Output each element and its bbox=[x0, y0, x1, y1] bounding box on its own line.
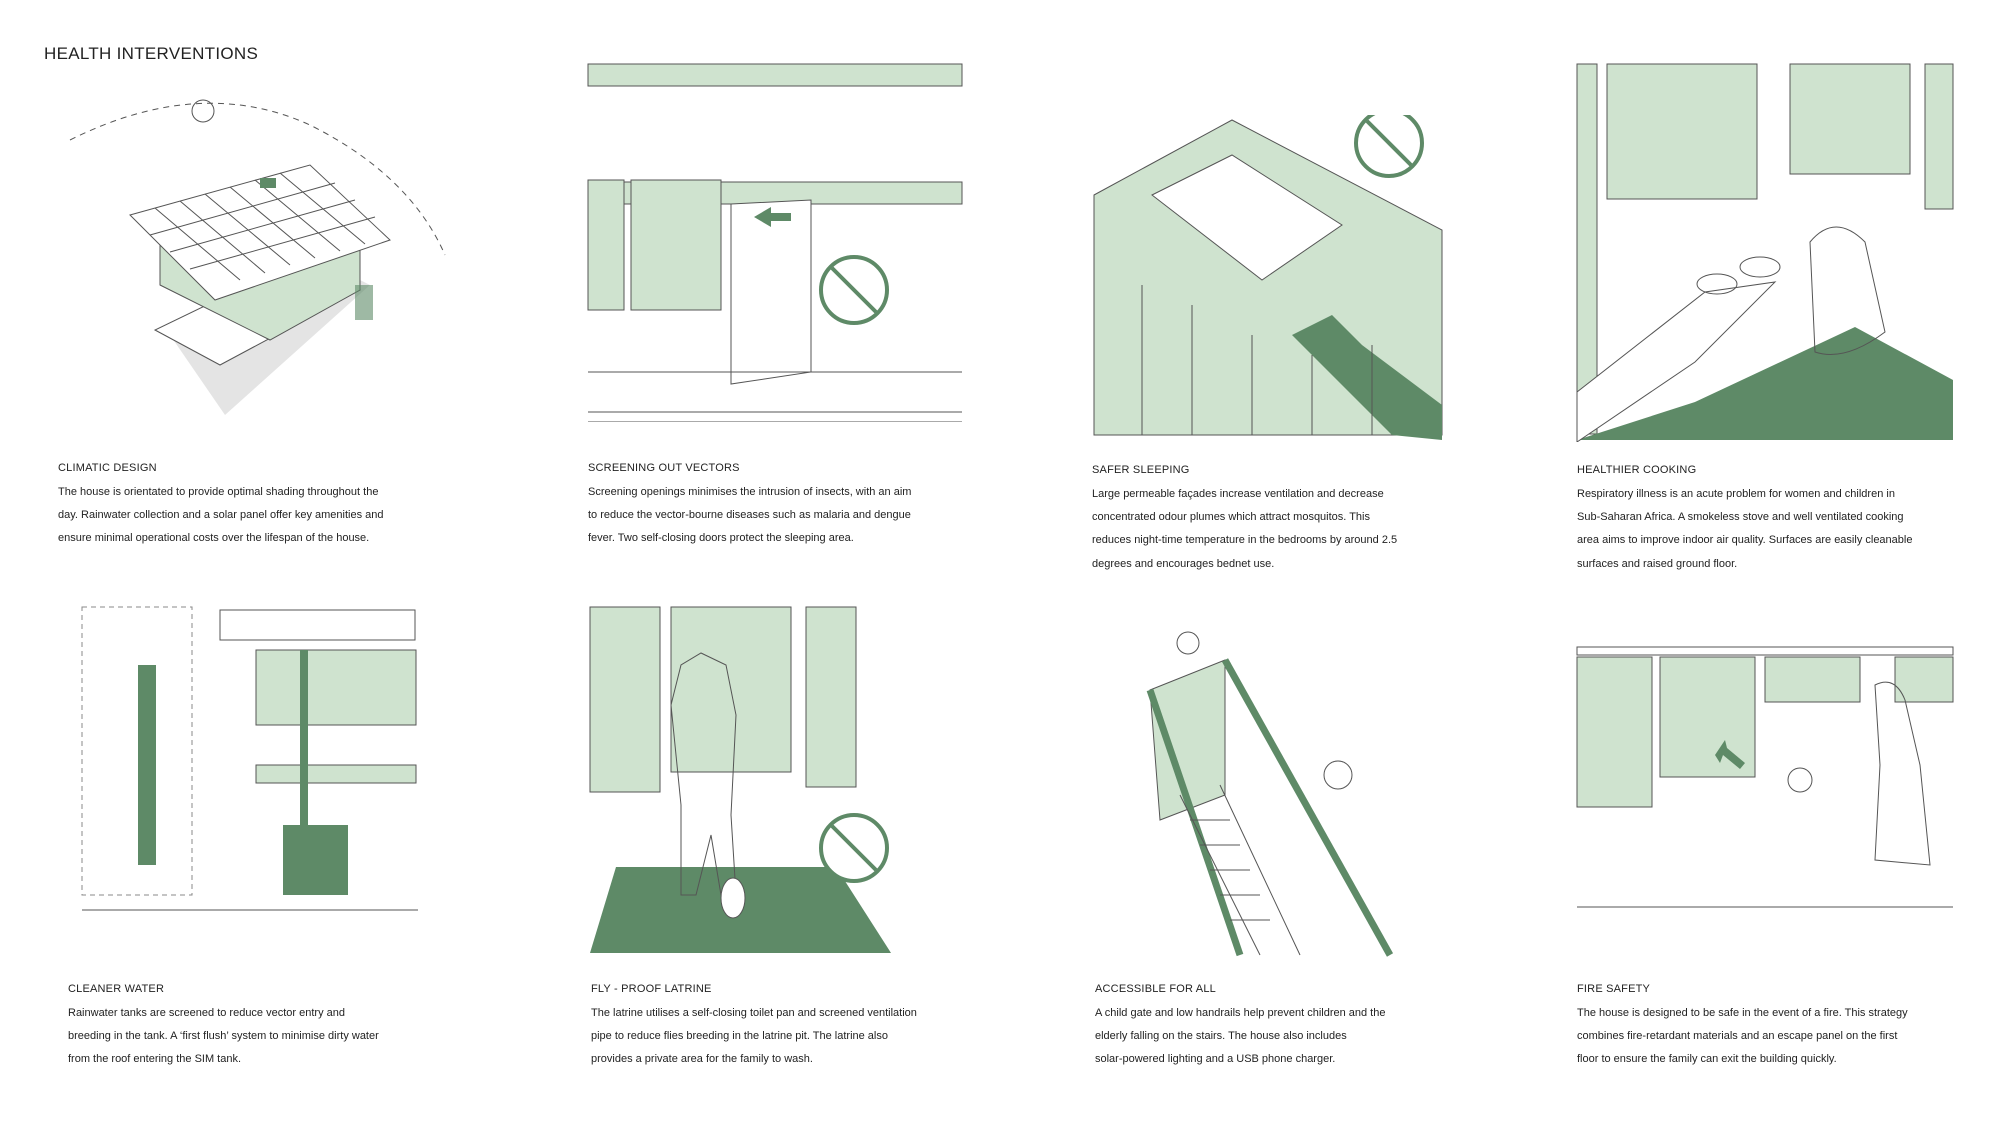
intervention-line: elderly falling on the stairs. The house also includes bbox=[1095, 1030, 1347, 1043]
intervention-line: from the roof entering the SIM tank. bbox=[68, 1053, 242, 1066]
intervention-line: A child gate and low handrails help prevent children and the bbox=[1095, 1007, 1386, 1019]
solar-panel bbox=[260, 178, 276, 188]
intervention-line: Large permeable façades increase ventilation and decrease bbox=[1092, 488, 1384, 500]
intervention-fire-safety bbox=[1577, 983, 1957, 1072]
intervention-line: floor to ensure the family can exit the building quickly. bbox=[1577, 1053, 1837, 1066]
intervention-line: solar-powered lighting and a USB phone charger. bbox=[1095, 1053, 1336, 1066]
intervention-line: day. Rainwater collection and a solar panel offer key amenities and bbox=[58, 509, 384, 522]
intervention-line: Rainwater tanks are screened to reduce vector entry and bbox=[68, 1007, 345, 1019]
intervention-line: combines fire-retardant materials and an escape panel on the first bbox=[1577, 1030, 1898, 1043]
intervention-line: concentrated odour plumes which attract mosquitos. This bbox=[1092, 511, 1370, 524]
intervention-heading: FLY - PROOF LATRINE bbox=[591, 983, 712, 995]
intervention-line: area aims to improve indoor air quality. Surfaces are easily cleanable bbox=[1577, 534, 1913, 547]
climatic-design-illustration bbox=[60, 85, 460, 425]
intervention-line: to reduce the vector-bourne diseases such as malaria and dengue bbox=[588, 509, 911, 522]
intervention-screening-vectors bbox=[588, 462, 968, 551]
intervention-line: The house is orientated to provide optimal shading throughout the bbox=[58, 486, 379, 498]
page-title: HEALTH INTERVENTIONS bbox=[44, 44, 259, 63]
intervention-line: ensure minimal operational costs over the lifespan of the house. bbox=[58, 532, 370, 545]
fire-safety-illustration bbox=[1575, 645, 1955, 915]
intervention-line: provides a private area for the family to wash. bbox=[591, 1053, 813, 1066]
intervention-accessible-for-all bbox=[1095, 983, 1475, 1072]
cleaner-water-illustration bbox=[78, 605, 423, 915]
intervention-heading: CLEANER WATER bbox=[68, 983, 165, 995]
intervention-line: surfaces and raised ground floor. bbox=[1577, 557, 1738, 570]
healthier-cooking-illustration bbox=[1575, 62, 1955, 442]
intervention-line: pipe to reduce flies breeding in the latrine pit. The latrine also bbox=[591, 1030, 888, 1043]
safer-sleeping-illustration bbox=[1092, 115, 1452, 445]
intervention-climatic-design bbox=[58, 462, 438, 551]
intervention-line: fever. Two self-closing doors protect the sleeping area. bbox=[588, 532, 854, 545]
intervention-line: Screening openings minimises the intrusion of insects, with an aim bbox=[588, 486, 912, 498]
intervention-heading: ACCESSIBLE FOR ALL bbox=[1095, 983, 1216, 995]
intervention-heading: HEALTHIER COOKING bbox=[1577, 464, 1697, 476]
intervention-fly-proof-latrine bbox=[591, 983, 971, 1072]
intervention-heading: SCREENING OUT VECTORS bbox=[588, 462, 740, 474]
intervention-healthier-cooking bbox=[1577, 464, 1957, 576]
intervention-heading: SAFER SLEEPING bbox=[1092, 464, 1190, 476]
intervention-line: breeding in the tank. A ‘first flush’ system to minimise dirty water bbox=[68, 1030, 379, 1043]
intervention-safer-sleeping bbox=[1092, 464, 1472, 576]
intervention-line: Respiratory illness is an acute problem for women and children in bbox=[1577, 488, 1895, 500]
intervention-cleaner-water bbox=[68, 983, 448, 1072]
intervention-line: reduces night-time temperature in the bedrooms by around 2.5 bbox=[1092, 534, 1398, 547]
latrine-illustration bbox=[586, 605, 896, 955]
intervention-heading: CLIMATIC DESIGN bbox=[58, 462, 157, 474]
intervention-line: Sub-Saharan Africa. A smokeless stove and well ventilated cooking bbox=[1577, 511, 1904, 524]
accessible-stairs-illustration bbox=[1140, 605, 1400, 957]
intervention-line: degrees and encourages bednet use. bbox=[1092, 557, 1275, 570]
screening-vectors-illustration bbox=[586, 62, 966, 422]
intervention-line: The house is designed to be safe in the event of a fire. This strategy bbox=[1577, 1007, 1908, 1019]
intervention-line: The latrine utilises a self-closing toilet pan and screened ventilation bbox=[591, 1007, 917, 1019]
intervention-heading: FIRE SAFETY bbox=[1577, 983, 1651, 995]
sun-icon bbox=[192, 100, 214, 122]
